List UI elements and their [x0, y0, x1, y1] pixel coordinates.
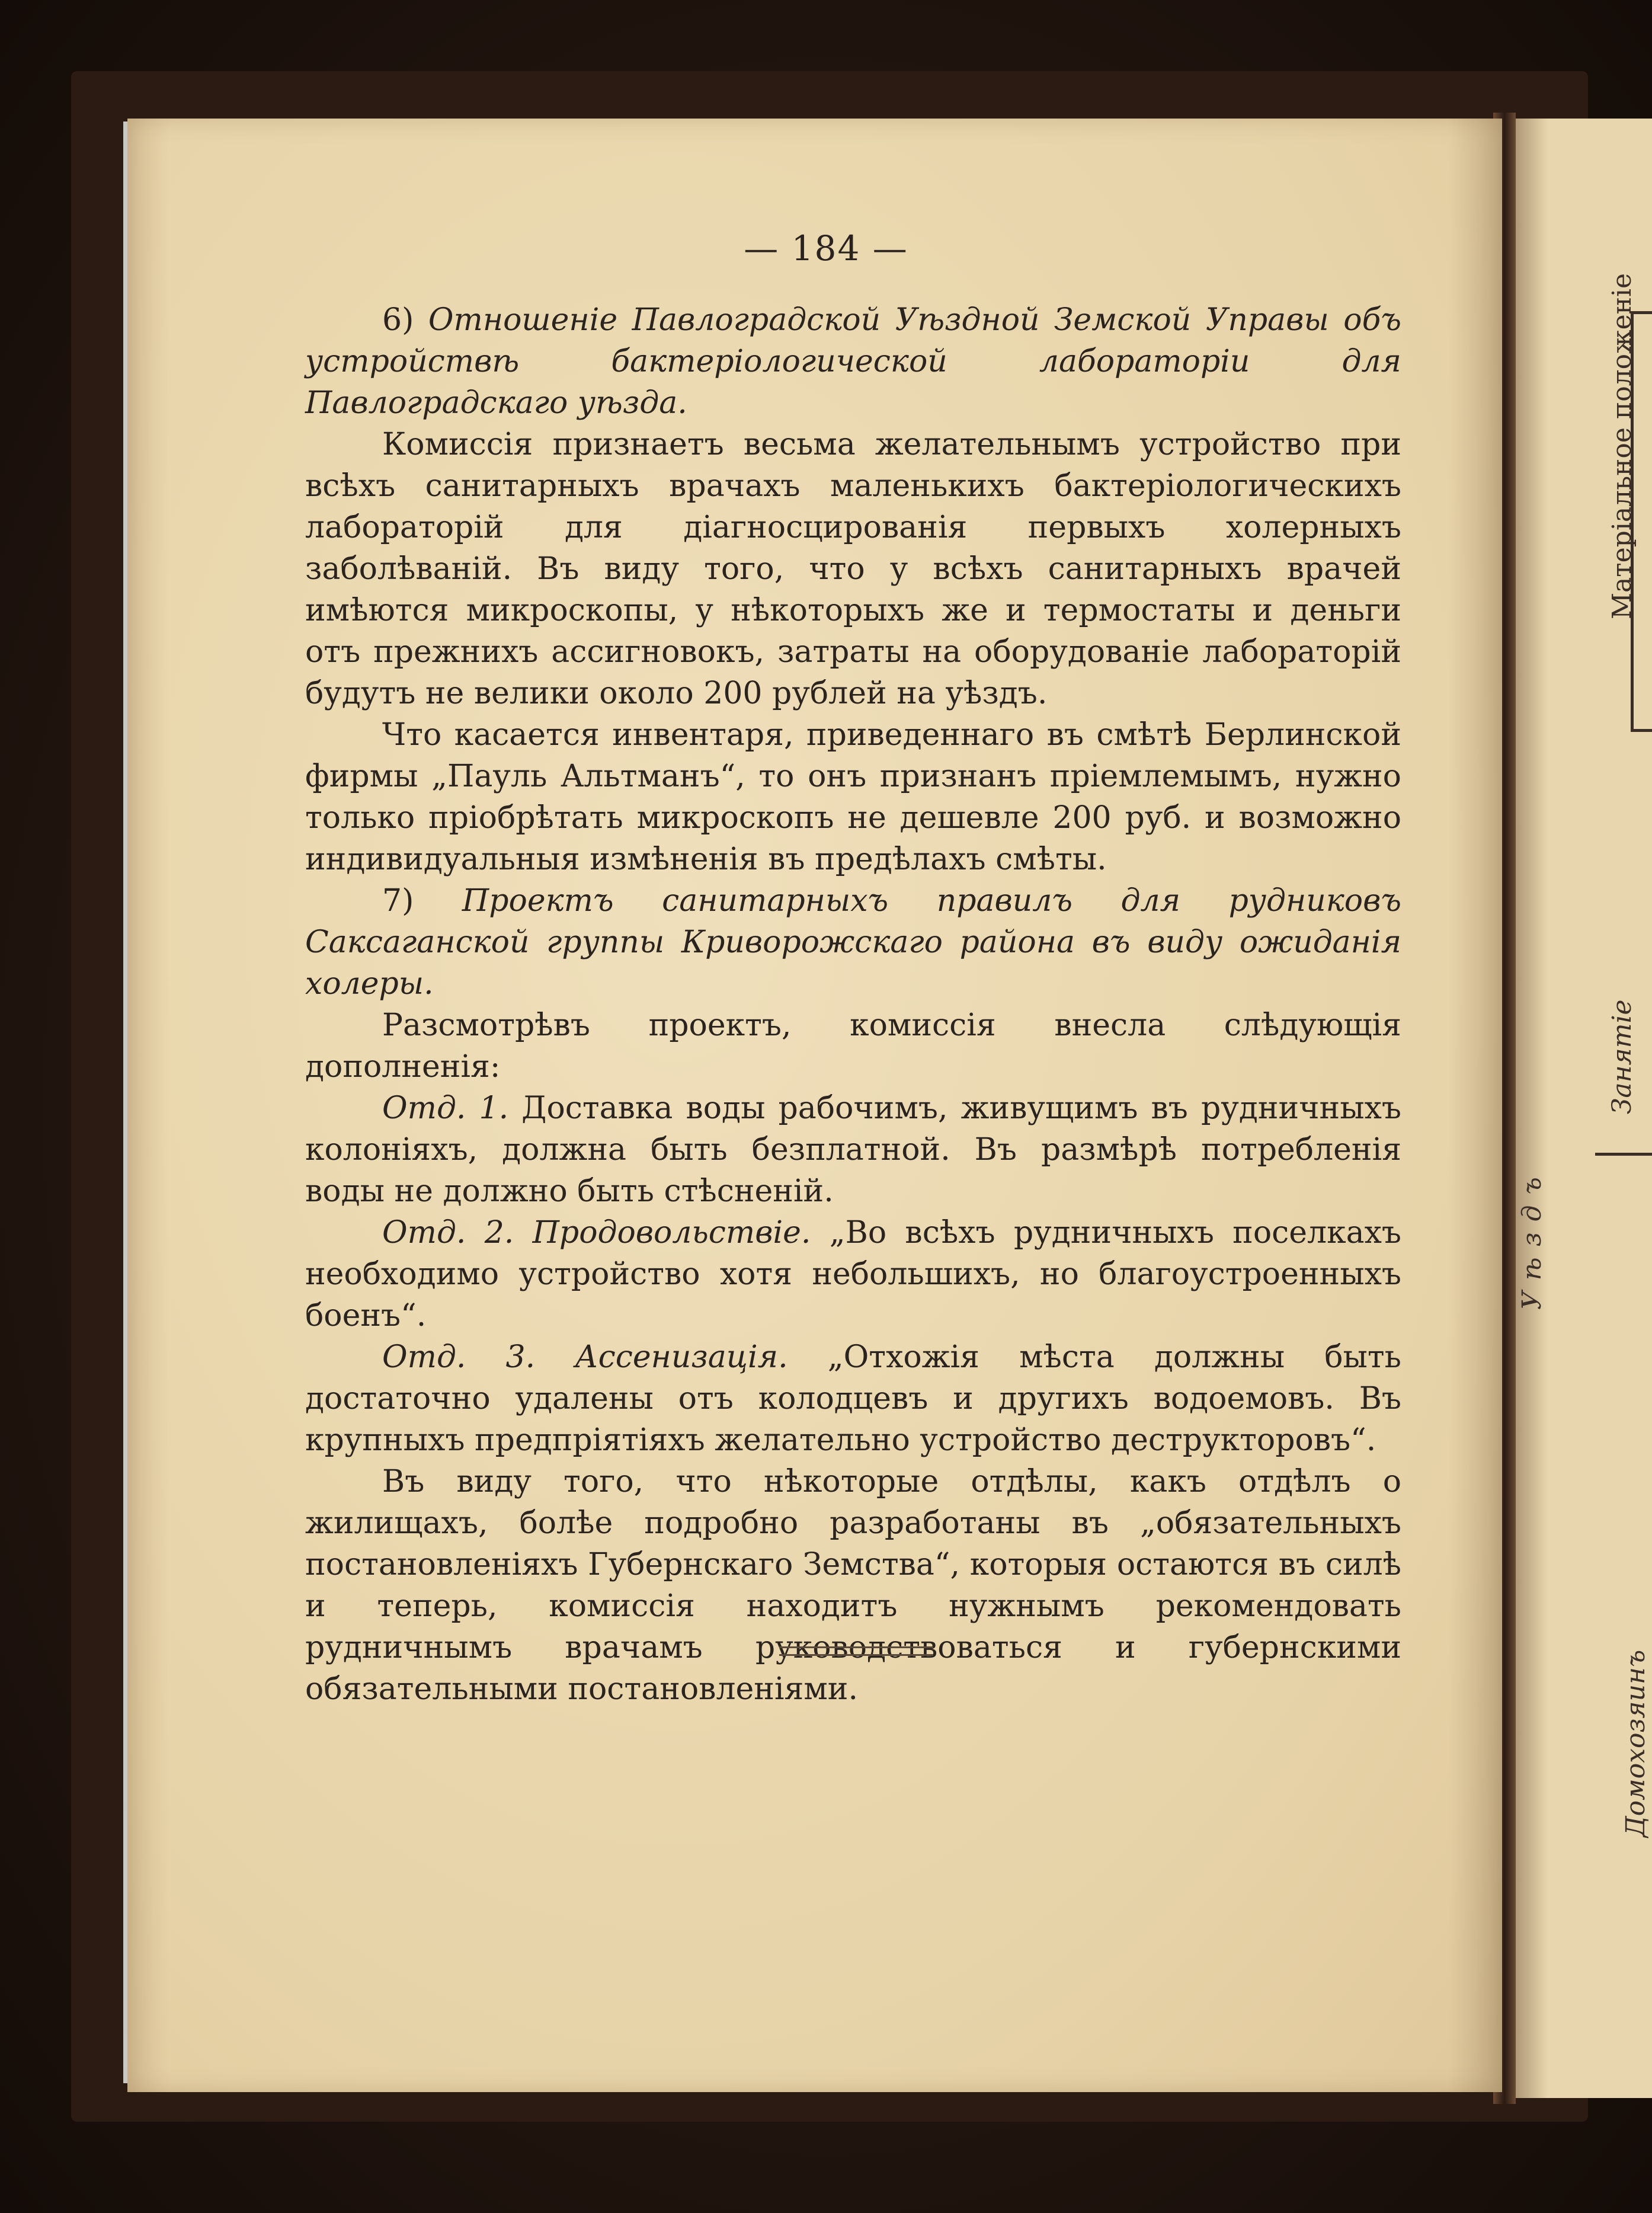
section-1-paragraph [305, 1088, 1401, 1212]
section-text: Доставка воды рабочимъ, живущимъ въ рудничныхъ колоніяхъ, должна быть безплатной. Въ размѣрѣ потребленія воды не должно быть стѣсненій. [305, 1090, 1401, 1209]
side-tab-occupation: Занятіе [1607, 999, 1637, 1114]
item-title: Проектъ санитарныхъ правилъ для рудниковъ Саксаганской группы Криворожскаго района въ виду ожиданія холеры. [305, 883, 1402, 1002]
item-title: Отношеніе Павлоградской Уѣздной Земской Управы объ устройствѣ бактеріологической лабораторіи для Павлоградскаго уѣзда. [305, 302, 1402, 421]
section-text: „Отхожія мѣста должны быть достаточно удалены отъ колодцевъ и другихъ водоемовъ. Въ крупныхъ предпріятіяхъ желательно устройство деструкторовъ“. [305, 1339, 1401, 1458]
section-3-paragraph [305, 1336, 1401, 1461]
side-tab-householder: Домохозяинъ [1621, 1649, 1651, 1837]
paragraph: Комиссія признаетъ весьма желательнымъ устройство при всѣхъ санитарныхъ врачахъ маленькихъ бактеріологическихъ лабораторій для діагносцированія первыхъ холерныхъ заболѣваній. Въ виду того, что у всѣхъ санитарныхъ врачей имѣются микроскопы, у нѣкоторыхъ же и термостаты и деньги отъ прежнихъ ассигновокъ, затраты на оборудованіе лабораторій будутъ не велики около 200 рублей на уѣздъ. [305, 427, 1401, 711]
paragraph: Въ виду того, что нѣкоторые отдѣлы, какъ отдѣлъ о жилищахъ, болѣе подробно разработаны въ „обязательныхъ постановленіяхъ Губернскаго Земства“, которыя остаются въ силѣ и теперь, комиссія находитъ нужнымъ рекомендовать рудничнымъ врачамъ руководствоваться и губернскими обязательными постановленіями. [305, 1464, 1401, 1707]
section-end-rule [779, 1646, 933, 1656]
section-text: „Во всѣхъ рудничныхъ поселкахъ необходимо устройство хотя небольшихъ, но благоустроенныхъ боенъ“. [305, 1215, 1401, 1333]
section-title: Отд. 2. Продовольствіе. [382, 1215, 811, 1251]
paragraph: Разсмотрѣвъ проектъ, комиссія внесла слѣдующія дополненія: [305, 1008, 1401, 1085]
paragraph-6-heading [305, 299, 1401, 424]
paragraph: Что касается инвентаря, приведеннаго въ смѣтѣ Берлинской фирмы „Пауль Альтманъ“, то онъ признанъ пріемлемымъ, нужно только пріобрѣтать микроскопъ не дешевле 200 руб. и возможно индивидуальныя измѣненія въ предѣлахъ смѣты. [305, 717, 1401, 877]
item-number: 7) [382, 883, 462, 919]
paragraph-7-heading [305, 880, 1401, 1005]
side-tab-district: Уѣздъ [1517, 1166, 1547, 1310]
item-number: 6) [382, 302, 428, 338]
section-title: Отд. 3. Ассенизація. [382, 1339, 788, 1375]
side-tab-material: Матеріальное положеніе [1607, 273, 1637, 619]
page-body [305, 299, 1401, 1710]
section-title: Отд. 1. [382, 1090, 509, 1126]
tab-bracket-1-bottom [1631, 729, 1652, 732]
tab-rule-2 [1595, 1153, 1652, 1156]
section-2-paragraph [305, 1212, 1401, 1336]
page-number: — 184 — [744, 228, 908, 268]
